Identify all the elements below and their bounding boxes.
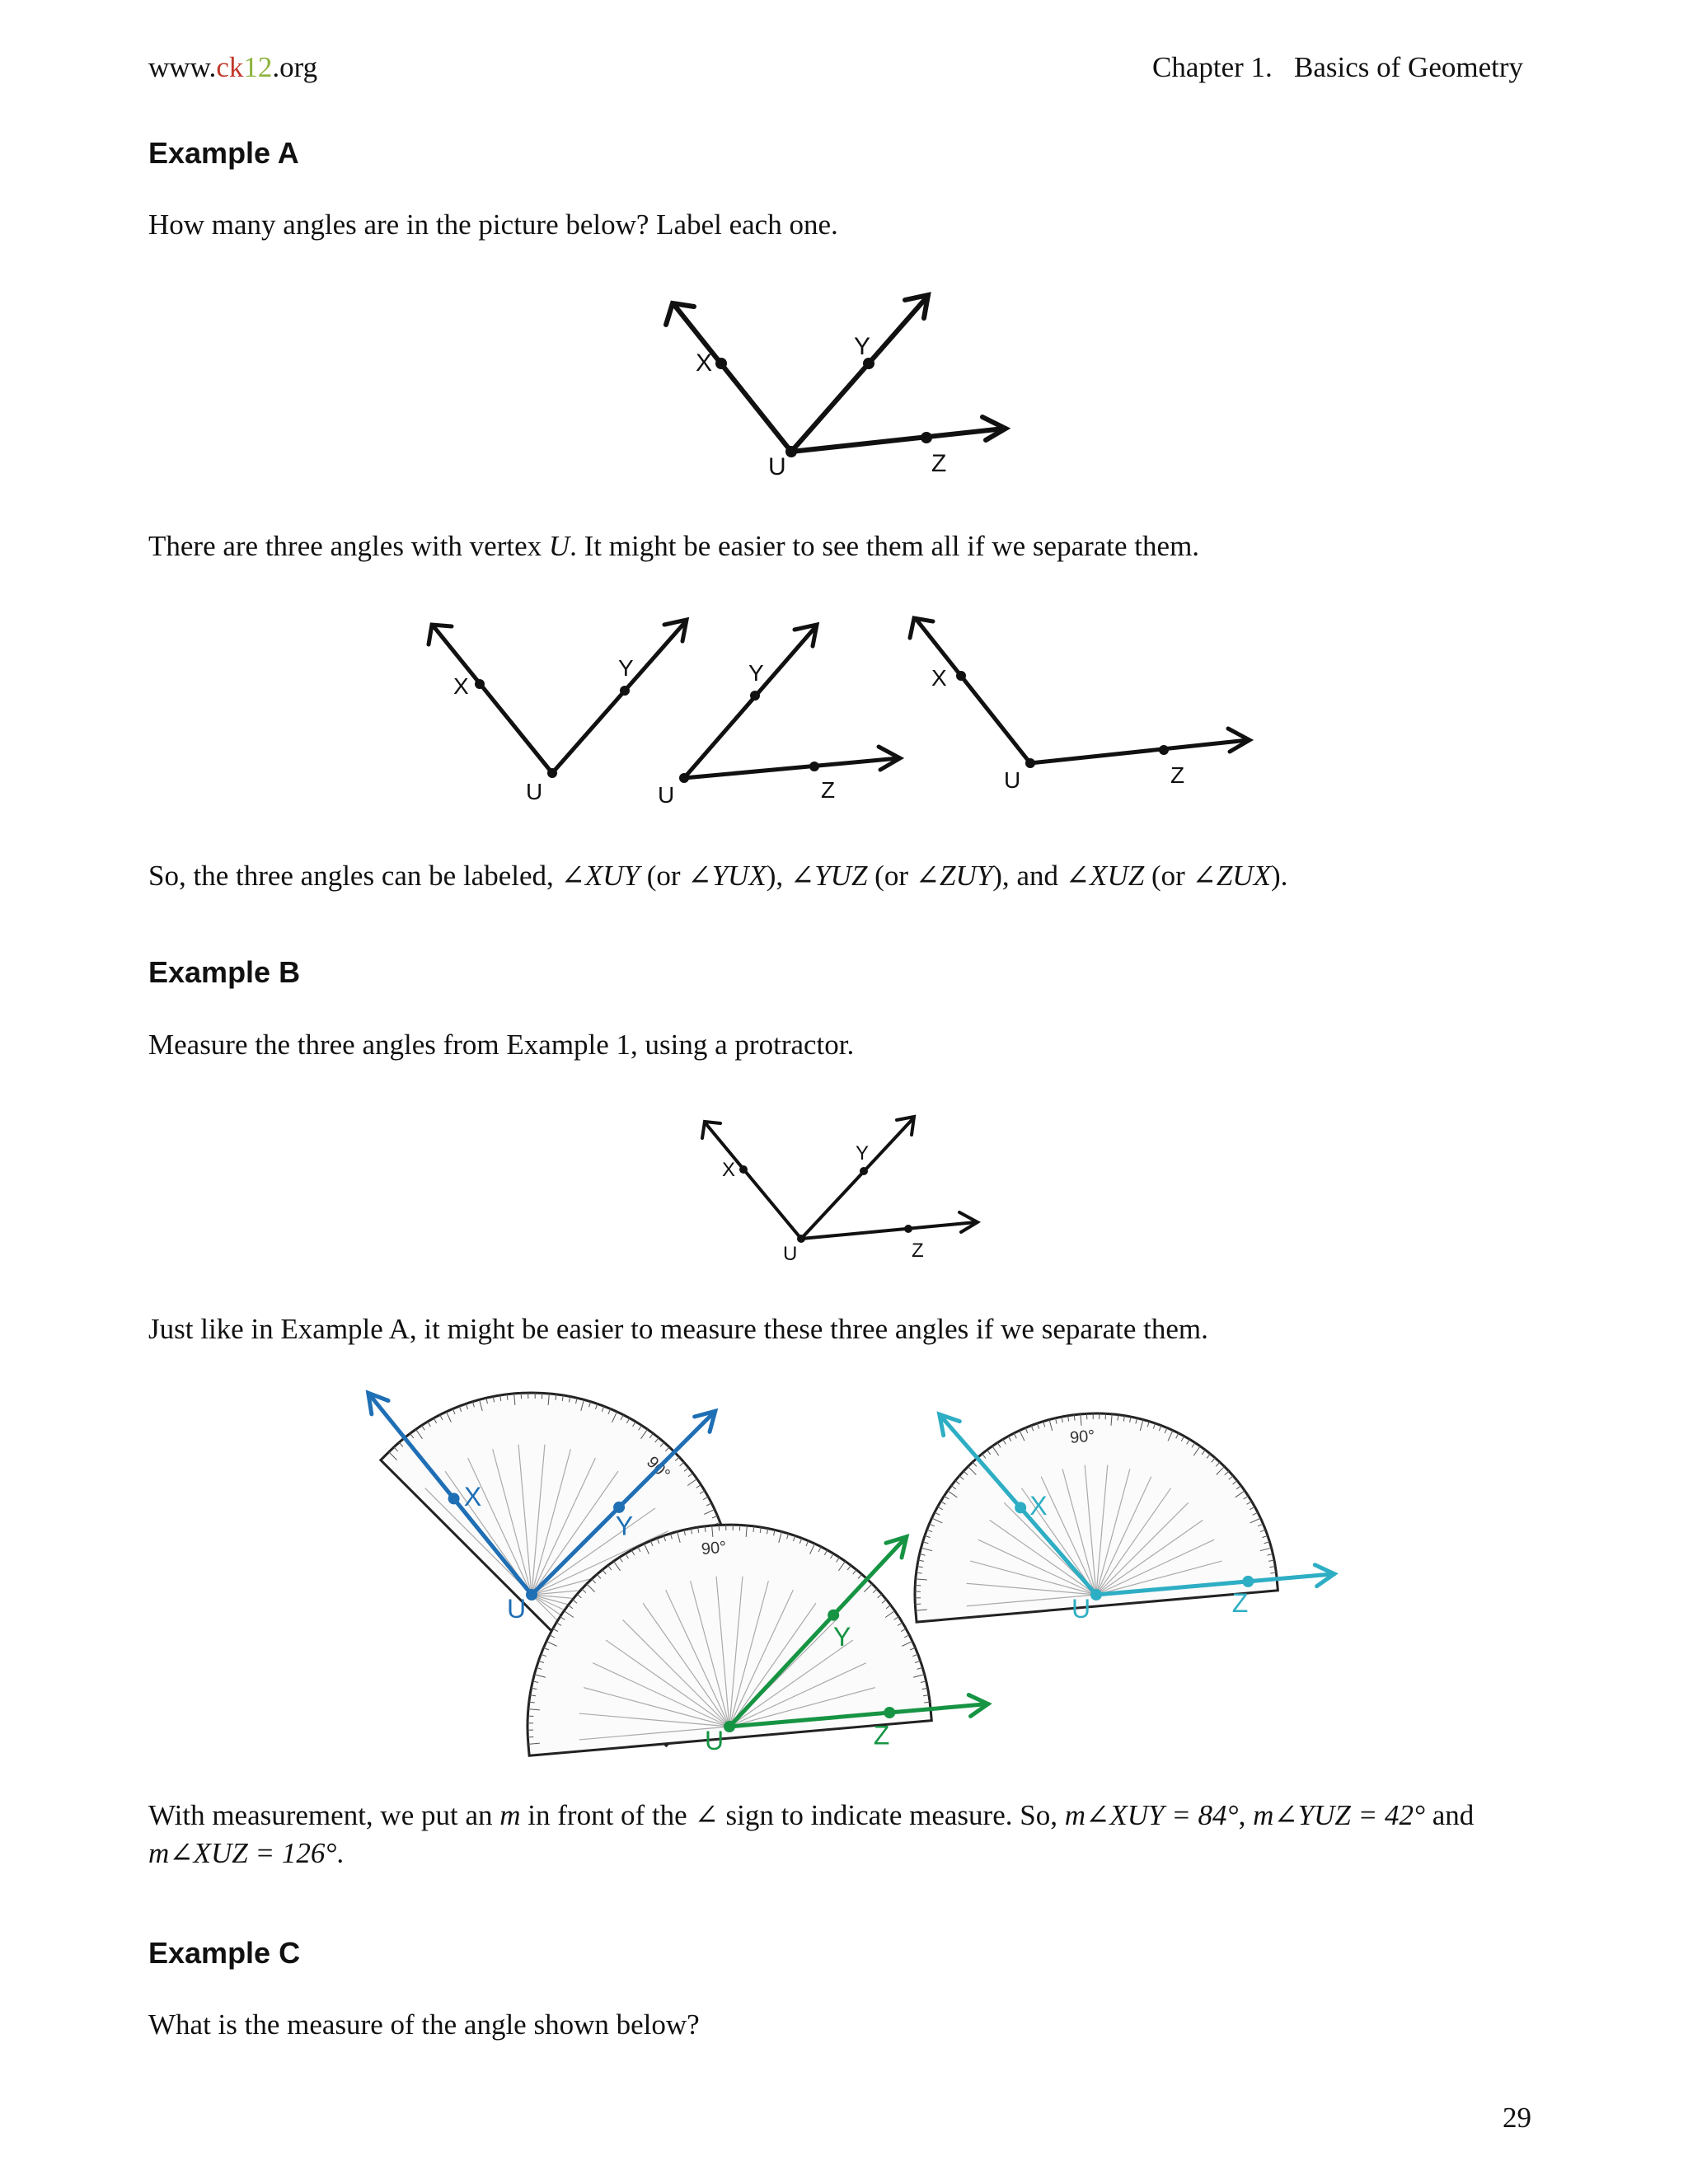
close-comma: ), bbox=[992, 860, 1017, 892]
ray-label: X bbox=[463, 1481, 482, 1511]
protractor-tick bbox=[528, 1730, 533, 1731]
measure-xuy: m∠XUY = 84° bbox=[1064, 1799, 1239, 1831]
ray-label: Z bbox=[873, 1720, 890, 1750]
angle-sign: ∠ bbox=[694, 1799, 719, 1831]
protractor-tick bbox=[1093, 1413, 1094, 1419]
example-c-question: What is the measure of the angle shown below? bbox=[148, 2008, 700, 2041]
label-y: Y bbox=[748, 660, 764, 686]
meas-a: With measurement, we put an bbox=[148, 1799, 500, 1831]
protractor-tick bbox=[719, 1525, 720, 1530]
label-u: U bbox=[658, 782, 675, 808]
separate-text-a: There are three angles with vertex bbox=[148, 530, 549, 562]
close-comma: ), bbox=[766, 860, 790, 892]
example-a-heading: Example A bbox=[148, 136, 299, 170]
chapter-number: Chapter 1. bbox=[1151, 51, 1273, 83]
vertex-label: U bbox=[507, 1594, 527, 1624]
or-text: (or bbox=[867, 860, 916, 892]
ninety-degree-mark: 90° bbox=[701, 1538, 728, 1559]
meas-end: . bbox=[336, 1837, 345, 1869]
label-u: U bbox=[768, 453, 786, 480]
or-text: (or bbox=[1144, 860, 1193, 892]
meas-m: m bbox=[499, 1799, 521, 1831]
example-c-heading: Example C bbox=[148, 1936, 301, 1970]
meas-and: and bbox=[1425, 1799, 1475, 1831]
example-a-question: How many angles are in the picture below? Label each one. bbox=[148, 209, 838, 241]
url-prefix: www. bbox=[148, 51, 217, 83]
label-x: X bbox=[931, 665, 947, 691]
label-z: Z bbox=[821, 777, 836, 803]
meas-b: in front of the bbox=[520, 1799, 695, 1831]
ray-label: X bbox=[1029, 1490, 1048, 1521]
measure-yuz: m∠YUZ = 42° bbox=[1253, 1799, 1425, 1831]
ray-label: Y bbox=[833, 1621, 851, 1652]
protractor-tick bbox=[915, 1604, 921, 1605]
vertex-label: U bbox=[1071, 1594, 1091, 1624]
label-u: U bbox=[526, 779, 543, 804]
vertex-label: U bbox=[705, 1726, 724, 1755]
example-b-separate-text: Just like in Example A, it might be easier to measure these three angles if we separate them. bbox=[148, 1313, 1208, 1345]
label-y: Y bbox=[854, 333, 871, 360]
ninety-degree-mark: 90° bbox=[1069, 1427, 1096, 1448]
url-12: 12 bbox=[243, 51, 273, 83]
label-y: Y bbox=[618, 655, 634, 681]
label-x: X bbox=[696, 349, 713, 377]
angle-zux: ∠ZUX bbox=[1192, 860, 1271, 892]
close-end: ). bbox=[1270, 860, 1288, 892]
label-u: U bbox=[1004, 767, 1021, 793]
ray-label: Z bbox=[1231, 1588, 1249, 1619]
or-text: (or bbox=[639, 860, 688, 892]
label-z: Z bbox=[1170, 762, 1185, 788]
separate-text-u: U bbox=[548, 530, 570, 562]
meas-c: sign to indicate measure. So, bbox=[718, 1799, 1065, 1831]
label-x: X bbox=[722, 1159, 736, 1181]
ray-point bbox=[828, 1610, 839, 1621]
ray-label: Y bbox=[615, 1511, 634, 1541]
ray-point bbox=[448, 1493, 460, 1504]
label-u: U bbox=[783, 1243, 798, 1265]
example-b-heading: Example B bbox=[148, 955, 301, 989]
vertex-u bbox=[1090, 1589, 1102, 1601]
angle-yuz: ∠YUZ bbox=[790, 860, 868, 892]
ray-point bbox=[1015, 1502, 1026, 1513]
angle-zuy: ∠ZUY bbox=[915, 860, 993, 892]
angle-yux: ∠YUX bbox=[687, 860, 767, 892]
page-number: 29 bbox=[1503, 2102, 1531, 2134]
angle-xuy: ∠XUY bbox=[560, 860, 640, 892]
measure-xuz: m∠XUZ = 126° bbox=[148, 1837, 337, 1869]
and-word: and bbox=[1016, 860, 1066, 892]
ray-point bbox=[884, 1707, 895, 1718]
label-z: Z bbox=[931, 450, 947, 477]
protractor-tick bbox=[1086, 1413, 1087, 1419]
answer-prefix: So, the three angles can be labeled, bbox=[148, 860, 561, 892]
example-b-question: Measure the three angles from Example 1, using a protractor. bbox=[148, 1029, 855, 1061]
label-y: Y bbox=[856, 1142, 870, 1165]
ray-point bbox=[1242, 1576, 1254, 1587]
angle-xuz: ∠XUZ bbox=[1065, 860, 1145, 892]
vertex-u bbox=[724, 1721, 735, 1732]
protractor-tick bbox=[528, 1736, 533, 1737]
url-ck: ck bbox=[216, 51, 244, 83]
chapter-title: Basics of Geometry bbox=[1294, 51, 1523, 83]
label-x: X bbox=[453, 673, 469, 699]
example-b-measurement-text: With measurement, we put an m in front of the ∠ sign to indicate measure. So, m∠XUY = 84°, m∠YUZ = 42° and m∠XUZ = 126°. bbox=[148, 1799, 1475, 1869]
protractor-tick bbox=[915, 1597, 921, 1598]
protractor-xuz bbox=[900, 1399, 1334, 1624]
url-suffix: .org bbox=[272, 51, 318, 83]
protractor-tick bbox=[725, 1525, 726, 1530]
separate-text-b: . It might be easier to see them all if we separate them. bbox=[570, 530, 1200, 562]
vertex-u bbox=[526, 1589, 537, 1601]
label-z: Z bbox=[912, 1240, 924, 1262]
